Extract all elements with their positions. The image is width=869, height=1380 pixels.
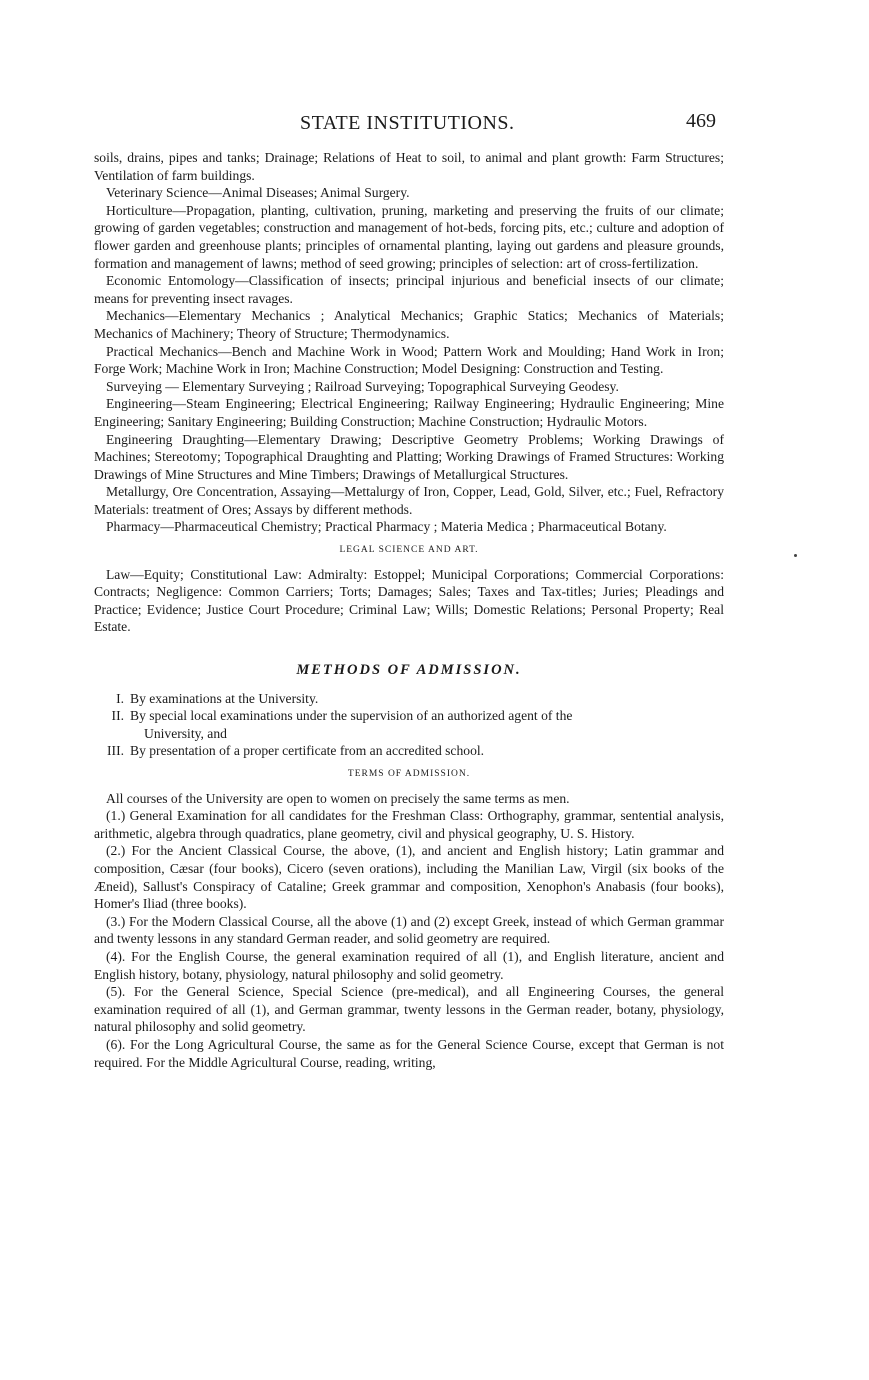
course-paragraph: Economic Entomology—Classification of insects; principal injurious and beneficial insects of our climate; means for preventing insect ravages. (94, 273, 724, 306)
terms-paragraph: All courses of the University are open to women on precisely the same terms as men. (106, 790, 570, 806)
methods-of-admission-heading: METHODS OF ADMISSION. (296, 662, 522, 679)
course-paragraph: Metallurgy, Ore Concentration, Assaying—Mettalurgy of Iron, Copper, Lead, Gold, Silver, etc.; Fuel, Refractory Materials: treatment of Ores; Assays by different methods. (94, 484, 724, 517)
page-title: STATE INSTITUTIONS. (300, 112, 515, 134)
methods-list (94, 690, 724, 760)
course-paragraph: Practical Mechanics—Bench and Machine Work in Wood; Pattern Work and Moulding; Hand Work in Iron; Forge Work; Machine Work in Iron; Machine Construction; Model Designing: Construction and Testing. (94, 343, 724, 377)
legal-science-heading: LEGAL SCIENCE AND ART. (339, 545, 479, 556)
course-paragraph: Engineering—Steam Engineering; Electrical Engineering; Railway Engineering; Hydraulic Engineering; Mine Engineering; Sanitary Engineering; Building Construction; Machine Construction; Hydraulic Motors. (94, 396, 724, 429)
course-paragraph: Horticulture—Propagation, planting, cultivation, pruning, marketing and preserving the fruits of our climate; growing of garden vegetables; construction and management of hot-beds, forcing pits, etc.; culture and adoption of flower garden and greenhouse plants; principles of ornamental planting, laying out gardens and pleasure grounds, formation and management of lawns; method of seed growing; principles of selection: art of cross-fertilization. (94, 202, 724, 271)
list-item-body (130, 707, 724, 742)
course-paragraph: Surveying — Elementary Surveying ; Railroad Surveying; Topographical Surveying Geodesy. (106, 378, 619, 394)
list-item-number: III. (107, 743, 124, 759)
terms-paragraph: (4). For the English Course, the general examination required of all (1), and English literature, ancient and English history, botany, physiology, natural philosophy and solid geometry. (94, 948, 724, 982)
list-item (94, 742, 724, 760)
course-paragraph: Engineering Draughting—Elementary Drawing; Descriptive Geometry Problems; Working Drawings of Machines; Stereotomy; Topographical Draughting and Platting; Working Drawings of Framed Structures: Working Drawings of Mine Structures and Mine Timbers; Drawings of Metallurgical Structures. (94, 431, 724, 482)
course-paragraph: Pharmacy—Pharmaceutical Chemistry; Practical Pharmacy ; Materia Medica ; Pharmaceutical Botany. (106, 519, 667, 535)
list-item-number: I. (116, 690, 124, 706)
ink-speck (794, 554, 797, 557)
page-number: 469 (686, 110, 716, 132)
terms-paragraph: (6). For the Long Agricultural Course, the same as for the General Science Course, except that German is not required. For the Middle Agricultural Course, reading, writing, (94, 1036, 724, 1070)
list-item (94, 707, 724, 742)
list-item-text: By examinations at the University. (130, 690, 319, 706)
terms-paragraph: (1.) General Examination for all candidates for the Freshman Class: Orthography, grammar, sentential analysis, arithmetic, algebra through quadratics, plane geometry, civil and physical geography, U. S. History. (94, 808, 724, 841)
list-item-text: By presentation of a proper certificate from an accredited school. (130, 743, 485, 759)
body-text (94, 149, 724, 1071)
legal-paragraph: Law—Equity; Constitutional Law: Admiralty: Estoppel; Municipal Corporations; Commercial Corporations: Contracts; Negligence: Common Carriers; Torts; Damages; Sales; Taxes and Tax-titles; Juries; Pleadings and Practice; Evidence; Justice Court Procedure; Criminal Law; Wills; Domestic Relations; Personal Property; Real Estate. (94, 566, 724, 635)
terms-paragraph: (3.) For the Modern Classical Course, all the above (1) and (2) except Greek, instead of which German grammar and twenty lessons in any standard German reader, and solid geometry are required. (94, 913, 724, 947)
running-header (0, 110, 869, 140)
course-paragraph: Veterinary Science—Animal Diseases; Animal Surgery. (106, 185, 410, 201)
terms-paragraph: (2.) For the Ancient Classical Course, the above, (1), and ancient and English history; Latin grammar and composition, Cæsar (four books), Cicero (seven orations), including the Manilian Law, Virgil (six books of the Æneid), Sallust's Conspiracy of Cataline; Greek grammar and composition, Xenophon's Anabasis (four books), Homer's Iliad (three books). (94, 843, 724, 912)
course-paragraph: Mechanics—Elementary Mechanics ; Analytical Mechanics; Graphic Statics; Mechanics of Materials; Mechanics of Machinery; Theory of Structure; Thermodynamics. (94, 308, 724, 341)
terms-paragraph: (5). For the General Science, Special Science (pre-medical), and all Engineering Courses, the general examination required of all (1), and German grammar, twenty lessons in the German reader, botany, physiology, natural philosophy and solid geometry. (94, 984, 724, 1035)
course-paragraph: soils, drains, pipes and tanks; Drainage; Relations of Heat to soil, to animal and plant growth: Farm Structures; Ventilation of farm buildings. (94, 150, 724, 183)
list-item-continuation: University, and (144, 725, 227, 741)
list-item-text: By special local examinations under the supervision of an authorized agent of the (130, 708, 573, 724)
list-item (94, 690, 724, 708)
list-item-number: II. (111, 708, 124, 724)
terms-of-admission-heading: TERMS OF ADMISSION. (347, 769, 471, 779)
